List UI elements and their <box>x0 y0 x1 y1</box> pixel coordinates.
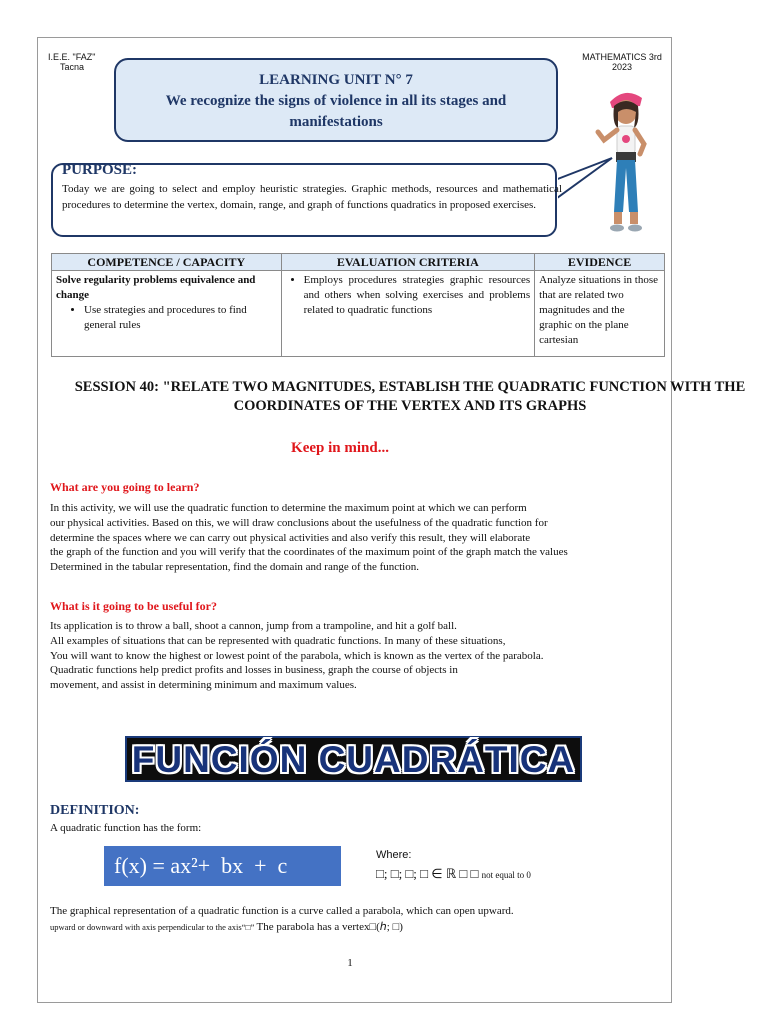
competence-bold: Solve regularity problems equivalence and change <box>56 274 256 301</box>
graph-vertex-text: The parabola has a vertex□(ℎ; □) <box>256 921 403 933</box>
competence-table <box>51 253 665 357</box>
quadratic-function-banner: FUNCIÓN CUADRÁTICA <box>125 736 582 782</box>
criteria-cell <box>281 271 535 357</box>
table-header-row <box>52 254 665 271</box>
useful-question: What is it going to be useful for? <box>50 599 218 613</box>
learn-paragraph <box>50 501 650 575</box>
school-header <box>48 52 95 72</box>
competence-bullet: • Use strategies and procedures to find general rules <box>84 303 277 333</box>
learn-line: In this activity, we will use the quadratic function to determine the maximum point at which we can perform <box>50 502 527 514</box>
learn-line: the graph of the function and you will verify that the coordinates of the maximum point of the graph match the values <box>50 546 568 559</box>
purpose-text: Today we are going to select and employ heuristic strategies. Graphic methods, resources and mathematical procedures to determine the vertex, domain, range, and graph of functions quadratics in proposed exercises. <box>62 183 562 211</box>
useful-paragraph <box>50 619 650 693</box>
useful-line: All examples of situations that can be represented with quadratic functions. In many of these situations, <box>50 634 506 647</box>
page-number: 1 <box>347 957 353 969</box>
coefficients-set <box>376 866 531 882</box>
learn-line: Determined in the tabular representation, find the domain and range of the function. <box>50 561 419 574</box>
criteria-bullet: • Employs procedures strategies graphic resources and others when solving exercises and problems related to quadratic functions <box>304 273 531 318</box>
learning-unit-box <box>114 58 558 142</box>
school-name: I.E.E. "FAZ" <box>48 52 96 62</box>
table-row <box>52 271 665 357</box>
useful-line: movement, and assist in determining minimum and maximum values. <box>50 679 357 692</box>
learn-line: our physical activities. Based on this, we will draw conclusions about the usefulness of the quadratic function for <box>50 516 548 529</box>
session-title: SESSION 40: "RELATE TWO MAGNITUDES, ESTABLISH THE QUADRATIC FUNCTION WITH THE COORDINATES OF THE VERTEX AND ITS GRAPHS <box>74 379 746 414</box>
purpose-title: PURPOSE: <box>62 162 137 178</box>
header-evidence: EVIDENCE <box>535 254 665 271</box>
course-name: MATHEMATICS 3rd <box>582 52 662 62</box>
evidence-cell: Analyze situations in those that are related two magnitudes and the graphic on the plane cartesian <box>535 271 665 357</box>
teacher-girl-illustration <box>590 84 660 236</box>
definition-text: A quadratic function has the form: <box>50 822 202 834</box>
graph-description-line1: The graphical representation of a quadratic function is a curve called a parabola, which can open upward. <box>50 905 514 917</box>
where-label: Where: <box>376 849 412 861</box>
competence-cell <box>52 271 282 357</box>
graph-description-line2 <box>50 920 403 933</box>
graph-axis-text: upward or downward with axis perpendicular to the axis“□” <box>50 922 257 932</box>
definition-title: DEFINITION: <box>50 803 140 818</box>
unit-title: LEARNING UNIT N° 7 <box>259 72 413 88</box>
course-header <box>578 52 666 72</box>
course-year: 2023 <box>611 62 633 72</box>
useful-line: Quadratic functions help predict profits and losses in business, graph the course of objects in <box>50 664 458 677</box>
useful-line: You will want to know the highest or lowest point of the parabola, which is known as the vertex of the parabola. <box>50 649 544 662</box>
learn-line: determine the spaces where we can carry out physical activities and also verify this result, they will elaborate <box>50 531 531 544</box>
unit-subtitle: We recognize the signs of violence in all its stages and manifestations <box>165 93 507 130</box>
learn-question: What are you going to learn? <box>50 480 200 494</box>
not-zero-text: not equal to 0 <box>481 870 531 880</box>
quadratic-formula: f(x) = ax²+ bx + c <box>104 846 341 886</box>
header-criteria: EVALUATION CRITERIA <box>281 254 535 271</box>
keep-in-mind: Keep in mind... <box>291 440 389 456</box>
useful-line: Its application is to throw a ball, shoot a cannon, jump from a trampoline, and hit a golf ball. <box>50 620 457 632</box>
school-city: Tacna <box>60 62 85 72</box>
coefficients-text: □; □; □; □ ∈ ℝ □ □ <box>376 866 479 881</box>
header-competence: COMPETENCE / CAPACITY <box>52 254 282 271</box>
